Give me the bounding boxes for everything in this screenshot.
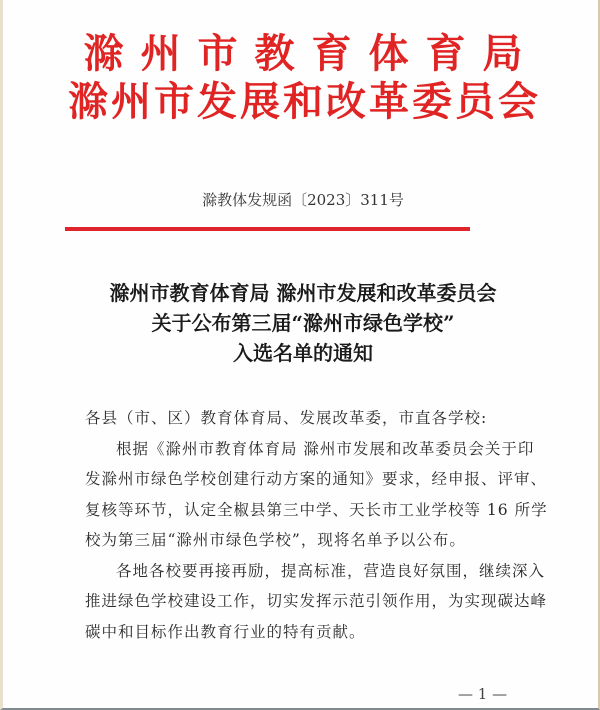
document-title — [3, 278, 600, 368]
issuer-header-line1: 滁州市教育体育局 — [83, 31, 540, 77]
paragraph2-line: 碳中和目标作出教育行业的特有贡献。 — [85, 622, 366, 641]
page-number: — 1 — — [458, 685, 508, 703]
title-line2: 关于公布第三届“滁州市绿色学校” — [151, 311, 455, 335]
paragraph1-line: 根据《滁州市教育体育局 滁州市发展和改革委员会关于印 — [116, 439, 535, 458]
paragraph1-line: 复核等环节，认定全椒县第三中学、天长市工业学校等 16 所学 — [85, 500, 548, 519]
document-body — [85, 403, 548, 647]
paragraph2-line: 推进绿色学校建设工作，切实发挥示范引领作用，为实现碳达峰 — [85, 592, 548, 610]
paragraph1-line: 校为第三届“滁州市绿色学校”，现将名单予以公布。 — [85, 531, 466, 549]
title-line3: 入选名单的通知 — [233, 341, 373, 365]
title-line1: 滁州市教育体育局 滁州市发展和改革委员会 — [109, 281, 497, 305]
paragraph1-line: 发滁州市绿色学校创建行动方案的通知》要求，经申报、评审、 — [85, 470, 548, 488]
document-number: 滁教体发规函〔2023〕311号 — [202, 191, 404, 209]
paragraph2-line: 各地各校要再接再励，提高标准，营造良好氛围，继续深入 — [116, 561, 546, 580]
salutation: 各县（市、区）教育体育局、发展改革委，市直各学校: — [85, 409, 488, 427]
red-divider-line — [65, 227, 470, 231]
issuer-header-line2: 滁州市发展和改革委员会 — [68, 79, 541, 125]
